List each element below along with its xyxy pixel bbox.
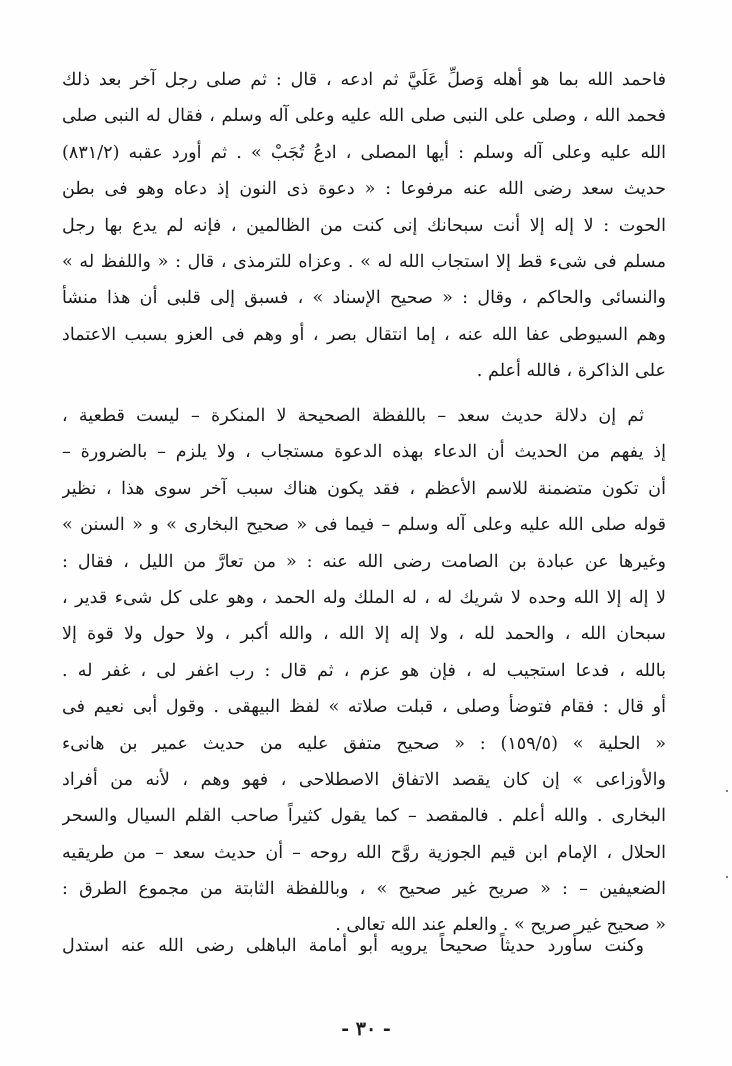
text-line: فحمد الله ، وصلى على النبى صلى الله عليه وعلى آله وسلم ، فقال له النبى صلى <box>62 106 666 127</box>
text-line: الله عليه وعلى آله وسلم : أيها المصلى ، ادعُ تُجَبْ » . ثم أورد عقبه (٨٣١/٢) <box>62 142 666 163</box>
paragraph-1 <box>62 62 666 390</box>
text-line: حديث سعد رضى الله عنه مرفوعا : « دعوة ذى النون إذ دعاه وهو فى بطن <box>62 179 666 200</box>
text-line: الضعيفين – : « صريح غير صحيح » ، وباللفظة الثابتة من مجموع الطرق : <box>62 879 666 900</box>
text-line: مسلم فى شىء قط إلا استجاب الله له » . وعزاه للترمذى ، قال : « واللفظ له » <box>62 251 666 272</box>
text-line: أن تكون متضمنة للاسم الأعظم ، فقد يكون هناك سبب آخر سوى هذا ، نظير <box>62 478 666 499</box>
text-line: لا إله إلا الله وحده لا شريك له ، له الملك وله الحمد ، وهو على كل شىء قدير ، <box>62 587 666 608</box>
paragraph-2 <box>62 398 666 944</box>
scan-specks <box>724 780 732 900</box>
text-line: الحوت : لا إله إلا أنت سبحانك إنى كنت من الظالمين ، فإنه لم يدع بها رجل <box>62 215 666 236</box>
text-line: على الذاكرة ، فالله أعلم . <box>476 361 666 382</box>
text-line: إذ يفهم من الحديث أن الدعاء بهذه الدعوة مستجاب ، ولا يلزم – بالضرورة – <box>62 442 666 463</box>
text-line: بالله ، فدعا استجيب له ، فإن هو عزم ، ثم قال : رب اغفر لى ، غفر له . <box>62 660 666 681</box>
text-line: ثم إن دلالة حديث سعد – باللفظة الصحيحة لا المنكرة – ليست قطعية ، <box>62 406 644 426</box>
text-line: قوله صلى الله عليه وعلى آله وسلم – فيما فى « صحيح البخارى » و « السنن » <box>62 515 666 536</box>
text-line: الحلال ، الإمام ابن قيم الجوزية روَّح الله روحه – أن حديث سعد – من طريقيه <box>62 842 666 863</box>
text-line: وهم السيوطى عفا الله عنه ، إما انتقال بصر ، أو وهم فى العزو بسبب الاعتماد <box>62 324 666 345</box>
text-line: أو قال : فقام فتوضأ وصلى ، قبلت صلاته » لفظ البيهقى . وقول أبى نعيم فى <box>62 697 666 718</box>
text-line: « صحيح غير صريح » . والعلم عند الله تعالى . <box>335 915 666 936</box>
text-line: سبحان الله ، والحمد لله ، ولا إله إلا الله ، والله أكبر ، ولا حول ولا قوة إلا <box>62 624 666 645</box>
text-line: والنسائى والحاكم ، وقال : « صحيح الإسناد » ، فسبق إلى قلبى أن هذا منشأ <box>62 288 666 309</box>
text-line: والأوزاعى » إن كان يقصد الاتفاق الاصطلاحى ، فهو وهم ، لأنه من أفراد <box>62 769 666 790</box>
text-line: « الحلية » (١٥٩/٥) : « صحيح متفق عليه من حديث عمير بن هانىء <box>62 733 666 754</box>
page-number: - ٣٠ - <box>341 1018 391 1040</box>
text-line: وغيرها عن عبادة بن الصامت رضى الله عنه : « من تعارَّ من الليل ، فقال : <box>62 551 666 572</box>
text-line: فاحمد الله بما هو أهله وَصلِّ عَلَيَّ ثم ادعه ، قال : ثم صلى رجل آخر بعد ذلك <box>62 70 666 90</box>
paragraph-3 <box>62 928 666 964</box>
text-line: وكنت سأورد حديثاً صحيحاً يرويه أبو أمامة الباهلى رضى الله عنه استدل <box>62 936 644 956</box>
text-line: البخارى . والله أعلم . فالمقصد – كما يقول كثيراً صاحب القلم السيال والسحر <box>62 806 666 827</box>
